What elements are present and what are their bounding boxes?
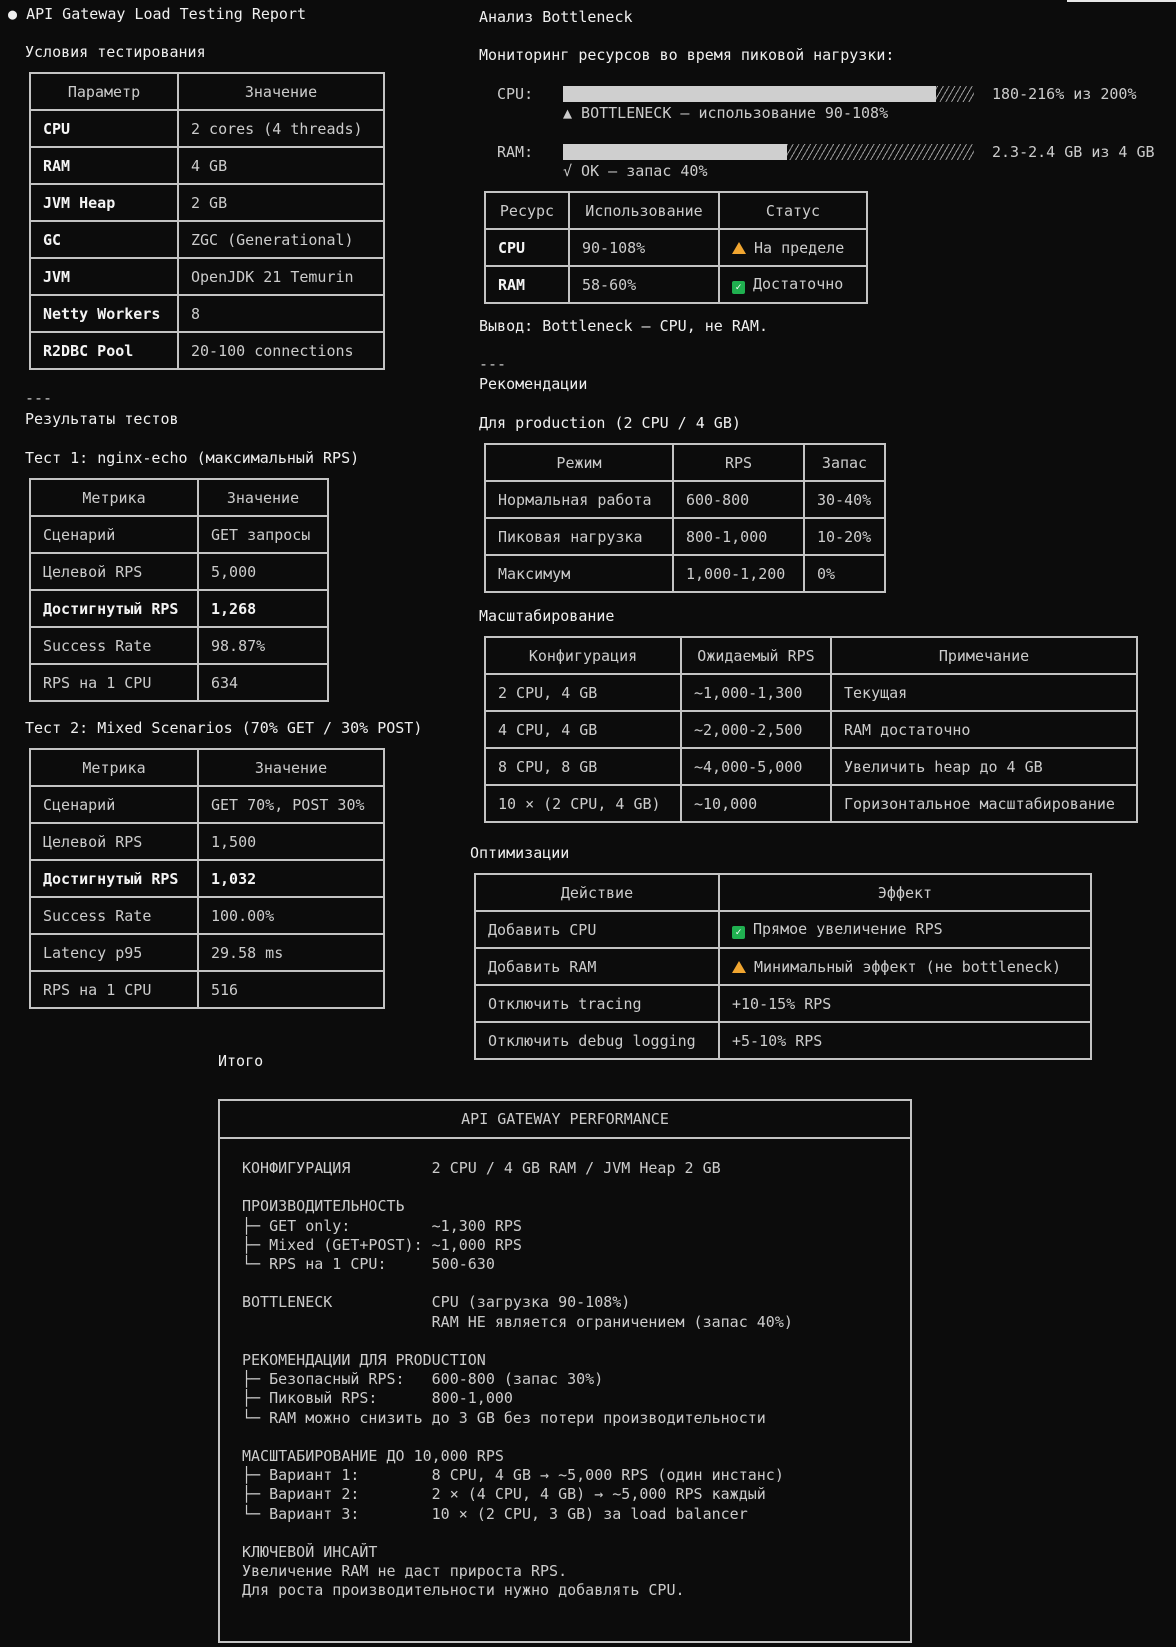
summary-line: ├─ Вариант 1: 8 CPU, 4 GB → ~5,000 RPS (один инстанс) [242, 1466, 784, 1485]
summary-line: ├─ GET only: ~1,300 RPS [242, 1216, 522, 1235]
summary-line: └─ RPS на 1 CPU: 500-630 [242, 1255, 495, 1274]
report-title: ● API Gateway Load Testing Report [8, 5, 307, 23]
ram-bar-fill [563, 144, 787, 160]
summary-line: Для роста производительности нужно добавлять CPU. [242, 1581, 685, 1600]
ram-bar-remaining [787, 144, 974, 160]
table-row: R2DBC Pool 20-100 connections [30, 332, 384, 369]
check-icon: ✓ [732, 281, 745, 294]
summary-line: └─ RAM можно снизить до 3 GB без потери производительности [242, 1408, 766, 1427]
production-heading: Для production (2 CPU / 4 GB) [479, 414, 741, 432]
conditions-table [29, 72, 385, 370]
summary-box-body [220, 1139, 910, 1621]
summary-line [242, 1274, 888, 1293]
col-header: Ожидаемый RPS [681, 637, 831, 674]
optimizations-table [474, 873, 1092, 1060]
col-header: Действие [475, 874, 719, 911]
ram-value: 2.3-2.4 GB из 4 GB [992, 143, 1155, 161]
table-row: Success Rate 98.87% [30, 627, 328, 664]
table-row: Целевой RPS 5,000 [30, 553, 328, 590]
table-row: Добавить CPU ✓ Прямое увеличение RPS [475, 911, 1091, 948]
summary-line: RAM НЕ является ограничением (запас 40%) [242, 1312, 793, 1331]
summary-line: ПРОИЗВОДИТЕЛЬНОСТЬ [242, 1197, 405, 1216]
table-row: JVM Heap 2 GB [30, 184, 384, 221]
check-icon: ✓ [732, 926, 745, 939]
table-row: Сценарий GET 70%, POST 30% [30, 786, 384, 823]
table-row: RPS на 1 CPU 634 [30, 664, 328, 701]
col-header: Режим [485, 444, 673, 481]
cpu-usage-bar [563, 86, 974, 102]
table-row: RAM 4 GB [30, 147, 384, 184]
cpu-value: 180-216% из 200% [992, 85, 1137, 103]
recommendations-heading: Рекомендации [479, 375, 588, 393]
summary-line: ├─ Mixed (GET+POST): ~1,000 RPS [242, 1235, 522, 1254]
table-row: 10 × (2 CPU, 4 GB) ~10,000 Горизонтальное масштабирование [485, 785, 1137, 822]
table-row: Целевой RPS 1,500 [30, 823, 384, 860]
summary-line: МАСШТАБИРОВАНИЕ ДО 10,000 RPS [242, 1447, 504, 1466]
col-header: Конфигурация [485, 637, 681, 674]
table-row: Пиковая нагрузка 800-1,000 10-20% [485, 518, 885, 555]
table-row: RPS на 1 CPU 516 [30, 971, 384, 1008]
col-header: Параметр [30, 73, 178, 110]
table-row: GC ZGC (Generational) [30, 221, 384, 258]
col-header: Ресурс [485, 192, 569, 229]
summary-line: ├─ Вариант 2: 2 × (4 CPU, 4 GB) → ~5,000 RPS каждый [242, 1485, 766, 1504]
ram-note: √ OK — запас 40% [563, 162, 708, 180]
resource-table [484, 191, 868, 304]
table-row: 8 CPU, 8 GB ~4,000-5,000 Увеличить heap до 4 GB [485, 748, 1137, 785]
summary-line: КОНФИГУРАЦИЯ 2 CPU / 4 GB RAM / JVM Heap 2 GB [242, 1159, 721, 1177]
conditions-heading: Условия тестирования [25, 43, 206, 61]
test2-heading: Тест 2: Mixed Scenarios (70% GET / 30% POST) [25, 719, 423, 737]
separator: --- [25, 389, 53, 407]
cpu-label: CPU: [497, 85, 534, 103]
test1-table [29, 478, 329, 702]
table-row: Добавить RAM Минимальный эффект (не bottleneck) [475, 948, 1091, 985]
col-header: Эффект [719, 874, 1091, 911]
table-row: Достигнутый RPS 1,032 [30, 860, 384, 897]
summary-line: РЕКОМЕНДАЦИИ ДЛЯ PRODUCTION [242, 1351, 486, 1370]
summary-line: BOTTLENECK CPU (загрузка 90-108%) [242, 1293, 631, 1312]
col-header: Запас [804, 444, 885, 481]
optimizations-heading: Оптимизации [470, 844, 570, 862]
table-row: Отключить debug logging +5-10% RPS [475, 1022, 1091, 1059]
table-row: CPU 90-108% На пределе [485, 229, 867, 266]
table-row: Отключить tracing +10-15% RPS [475, 985, 1091, 1022]
table-row: 4 CPU, 4 GB ~2,000-2,500 RAM достаточно [485, 711, 1137, 748]
window-edge [1067, 0, 1176, 2]
summary-line [242, 1428, 888, 1447]
scaling-table [484, 636, 1138, 823]
ram-usage-bar [563, 144, 974, 160]
monitor-heading: Мониторинг ресурсов во время пиковой нагрузки: [479, 46, 895, 64]
table-row: RAM 58-60% ✓ Достаточно [485, 266, 867, 303]
col-header: Использование [569, 192, 719, 229]
summary-line: Увеличение RAM не даст прироста RPS. [242, 1562, 568, 1581]
summary-line [242, 1332, 888, 1351]
results-heading: Результаты тестов [25, 410, 179, 428]
cpu-note: ▲ BOTTLENECK — использование 90-108% [563, 104, 889, 122]
cpu-bar-fill [563, 86, 936, 102]
col-header: Метрика [30, 479, 198, 516]
table-row: 2 CPU, 4 GB ~1,000-1,300 Текущая [485, 674, 1137, 711]
cpu-bar-remaining [936, 86, 974, 102]
separator: --- [479, 355, 507, 373]
summary-line: КЛЮЧЕВОЙ ИНСАЙТ [242, 1543, 378, 1562]
summary-line: ├─ Пиковый RPS: 800-1,000 [242, 1389, 513, 1408]
summary-line [242, 1524, 888, 1543]
col-header: Значение [198, 749, 384, 786]
bottleneck-heading: Анализ Bottleneck [479, 8, 633, 26]
table-row: Нормальная работа 600-800 30-40% [485, 481, 885, 518]
scaling-heading: Масштабирование [479, 607, 615, 625]
summary-box-title: API GATEWAY PERFORMANCE [220, 1101, 910, 1139]
table-row: JVM OpenJDK 21 Temurin [30, 258, 384, 295]
table-row: Latency p95 29.58 ms [30, 934, 384, 971]
col-header: Значение [178, 73, 384, 110]
table-row: Максимум 1,000-1,200 0% [485, 555, 885, 592]
table-row: Success Rate 100.00% [30, 897, 384, 934]
title-text: API Gateway Load Testing Report [26, 5, 307, 23]
ram-label: RAM: [497, 143, 534, 161]
production-table [484, 443, 886, 593]
col-header: Примечание [831, 637, 1137, 674]
table-row: Достигнутый RPS 1,268 [30, 590, 328, 627]
warning-icon [732, 242, 746, 254]
summary-line: ├─ Безопасный RPS: 600-800 (запас 30%) [242, 1370, 604, 1389]
col-header: Статус [719, 192, 867, 229]
summary-line [242, 1178, 888, 1197]
col-header: Метрика [30, 749, 198, 786]
warning-icon [732, 961, 746, 973]
table-row: Netty Workers 8 [30, 295, 384, 332]
col-header: RPS [673, 444, 804, 481]
test1-heading: Тест 1: nginx-echo (максимальный RPS) [25, 449, 360, 467]
summary-heading: Итого [218, 1052, 264, 1070]
table-row: CPU 2 cores (4 threads) [30, 110, 384, 147]
table-row: Сценарий GET запросы [30, 516, 328, 553]
conclusion: Вывод: Bottleneck — CPU, не RAM. [479, 317, 768, 335]
summary-box [218, 1099, 912, 1643]
test2-table [29, 748, 385, 1009]
summary-line: └─ Вариант 3: 10 × (2 CPU, 3 GB) за load balancer [242, 1504, 748, 1523]
col-header: Значение [198, 479, 328, 516]
